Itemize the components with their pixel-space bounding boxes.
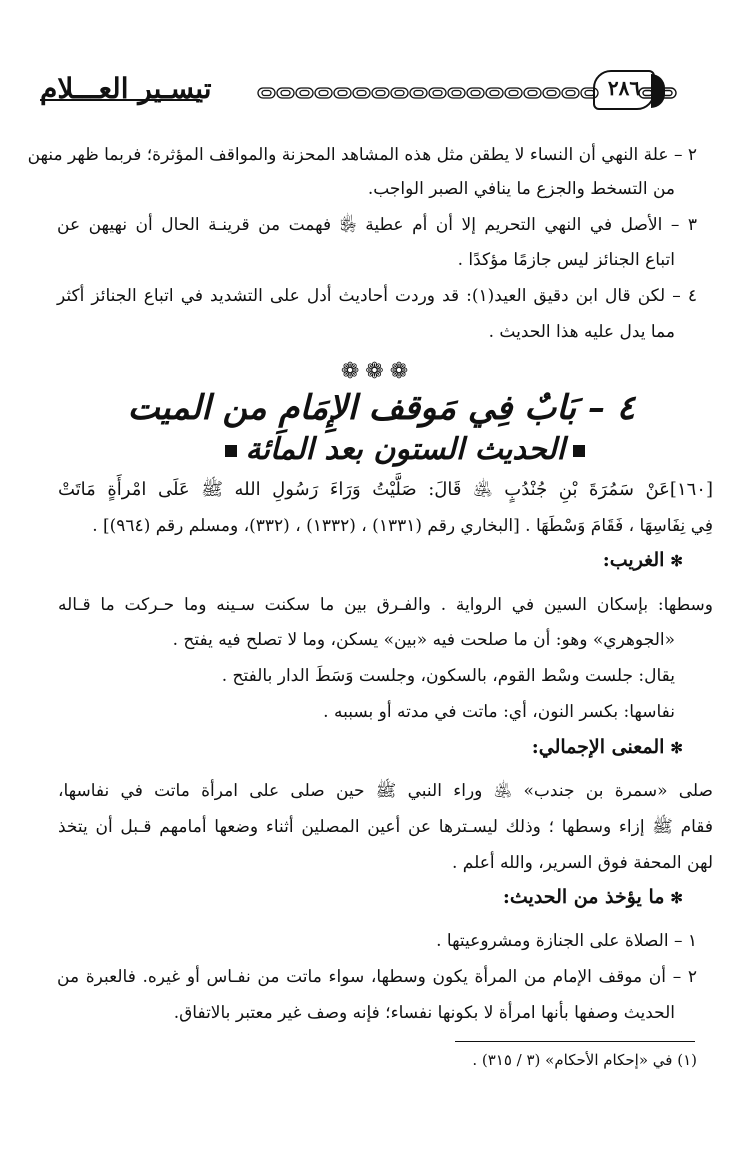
gharib-line4: نفاسها: بكسر النون، أي: ماتت في مدته أو بسببه . xyxy=(323,702,675,722)
point-4-line2: مما يدل عليه هذا الحديث . xyxy=(488,322,675,342)
section-separator: ❁❁❁ xyxy=(340,359,415,384)
square-bullet-icon xyxy=(573,445,585,457)
gharib-line1: وسطها: بإسكان السين في الرواية . والفـرق بين ما سكنت سـينه وما حـركت ما قـاله xyxy=(58,595,713,615)
square-bullet-icon xyxy=(225,445,237,457)
gharib-heading xyxy=(603,549,683,571)
lessons-heading xyxy=(503,886,683,908)
footnote-rule xyxy=(455,1041,695,1042)
page-number: ٢٨٦ xyxy=(607,76,641,100)
meaning-heading xyxy=(532,736,683,758)
chapter-title: ٤ – بَابٌ فِي مَوقف الإِمَامِ من الميت xyxy=(127,388,635,428)
book-title: تيسـير العـــلام xyxy=(40,72,212,105)
lesson-2-line2: الحديث وصفها بأنها امرأة لا بكونها نفساء؛ فإنه وصف غير معتبر بالاتفاق. xyxy=(173,1003,675,1023)
footnote: (١) في «إحكام الأحكام» (٣ / ٣١٥) . xyxy=(472,1051,697,1069)
meaning-line1: صلى «سمرة بن جندب» ﵁ وراء النبي ﷺ حين صلى على امرأة ماتت في نفاسها، xyxy=(58,781,713,801)
meaning-line3: لهن المحفة فوق السرير، والله أعلم . xyxy=(451,853,713,873)
point-3-line2: اتباع الجنائز ليس جازمًا مؤكدًا . xyxy=(457,250,675,270)
lessons-heading-text: ما يؤخذ من الحديث: xyxy=(502,886,665,908)
meaning-heading-text: المعنى الإجمالي: xyxy=(531,736,665,758)
lesson-2-line1: ٢ – أن موقف الإمام من المرأة يكون وسطها، سواء ماتت من نفـاس أو غيره. فالعبرة من xyxy=(57,967,697,987)
gharib-heading-text: الغريب: xyxy=(602,549,665,571)
hadith-title-row xyxy=(217,432,593,467)
point-2-line2: من التسخط والجزع ما ينافي الصبر الواجب. xyxy=(367,179,675,199)
hadith-title: الحديث الستون بعد المائة xyxy=(245,432,565,467)
header-ornament-chain xyxy=(257,85,607,101)
gharib-line2: «الجوهري» وهو: أن ما صلحت فيه «بين» يسكن، وما لا تصلح فيه يفتح . xyxy=(172,630,675,650)
gharib-line3: يقال: جلست وسْط القوم، بالسكون، وجلست وَسَطَ الدار بالفتح . xyxy=(221,666,675,686)
hadith-line1: [١٦٠]عَنْ سَمُرَةَ بْنِ جُنْدُبٍ ﵁ قَالَ: صَلَّيْتُ وَرَاءَ رَسُولِ الله ﷺ عَلَى امْرأَةٍ مَاتَتْ xyxy=(58,479,713,500)
asterisk-icon: ✻ xyxy=(670,739,683,757)
lesson-1: ١ – الصلاة على الجنازة ومشروعيتها . xyxy=(436,931,697,951)
point-2-line1: ٢ – علة النهي أن النساء لا يطقن مثل هذه المشاهد المحزنة والمواقف المؤثرة؛ فربما ظهر منهن xyxy=(27,145,697,165)
meaning-line2: فقام ﷺ إزاء وسطها ؛ وذلك ليسـترها عن أعين المصلين أثناء وضعها أمامهم قـبل أن يتخذ xyxy=(58,817,713,837)
asterisk-icon: ✻ xyxy=(670,889,683,907)
point-4-line1: ٤ – لكن قال ابن دقيق العيد(١): قد وردت أحاديث أدل على التشديد في اتباع الجنائز أكثر xyxy=(57,286,697,306)
page-header xyxy=(40,68,710,116)
point-3-line1: ٣ – الأصل في النهي التحريم إلا أن أم عطية ﵂ فهمت من قرينـة الحال أن نهيهن عن xyxy=(57,215,697,235)
asterisk-icon: ✻ xyxy=(670,552,683,570)
hadith-line2: فِي نِفَاسِهَا ، فَقَامَ وَسْطَهَا . [البخاري رقم (١٣٣١) ، (١٣٣٢) ، (٣٣٢)، ومسلم رقم (٩٦٤)] . xyxy=(92,516,713,536)
